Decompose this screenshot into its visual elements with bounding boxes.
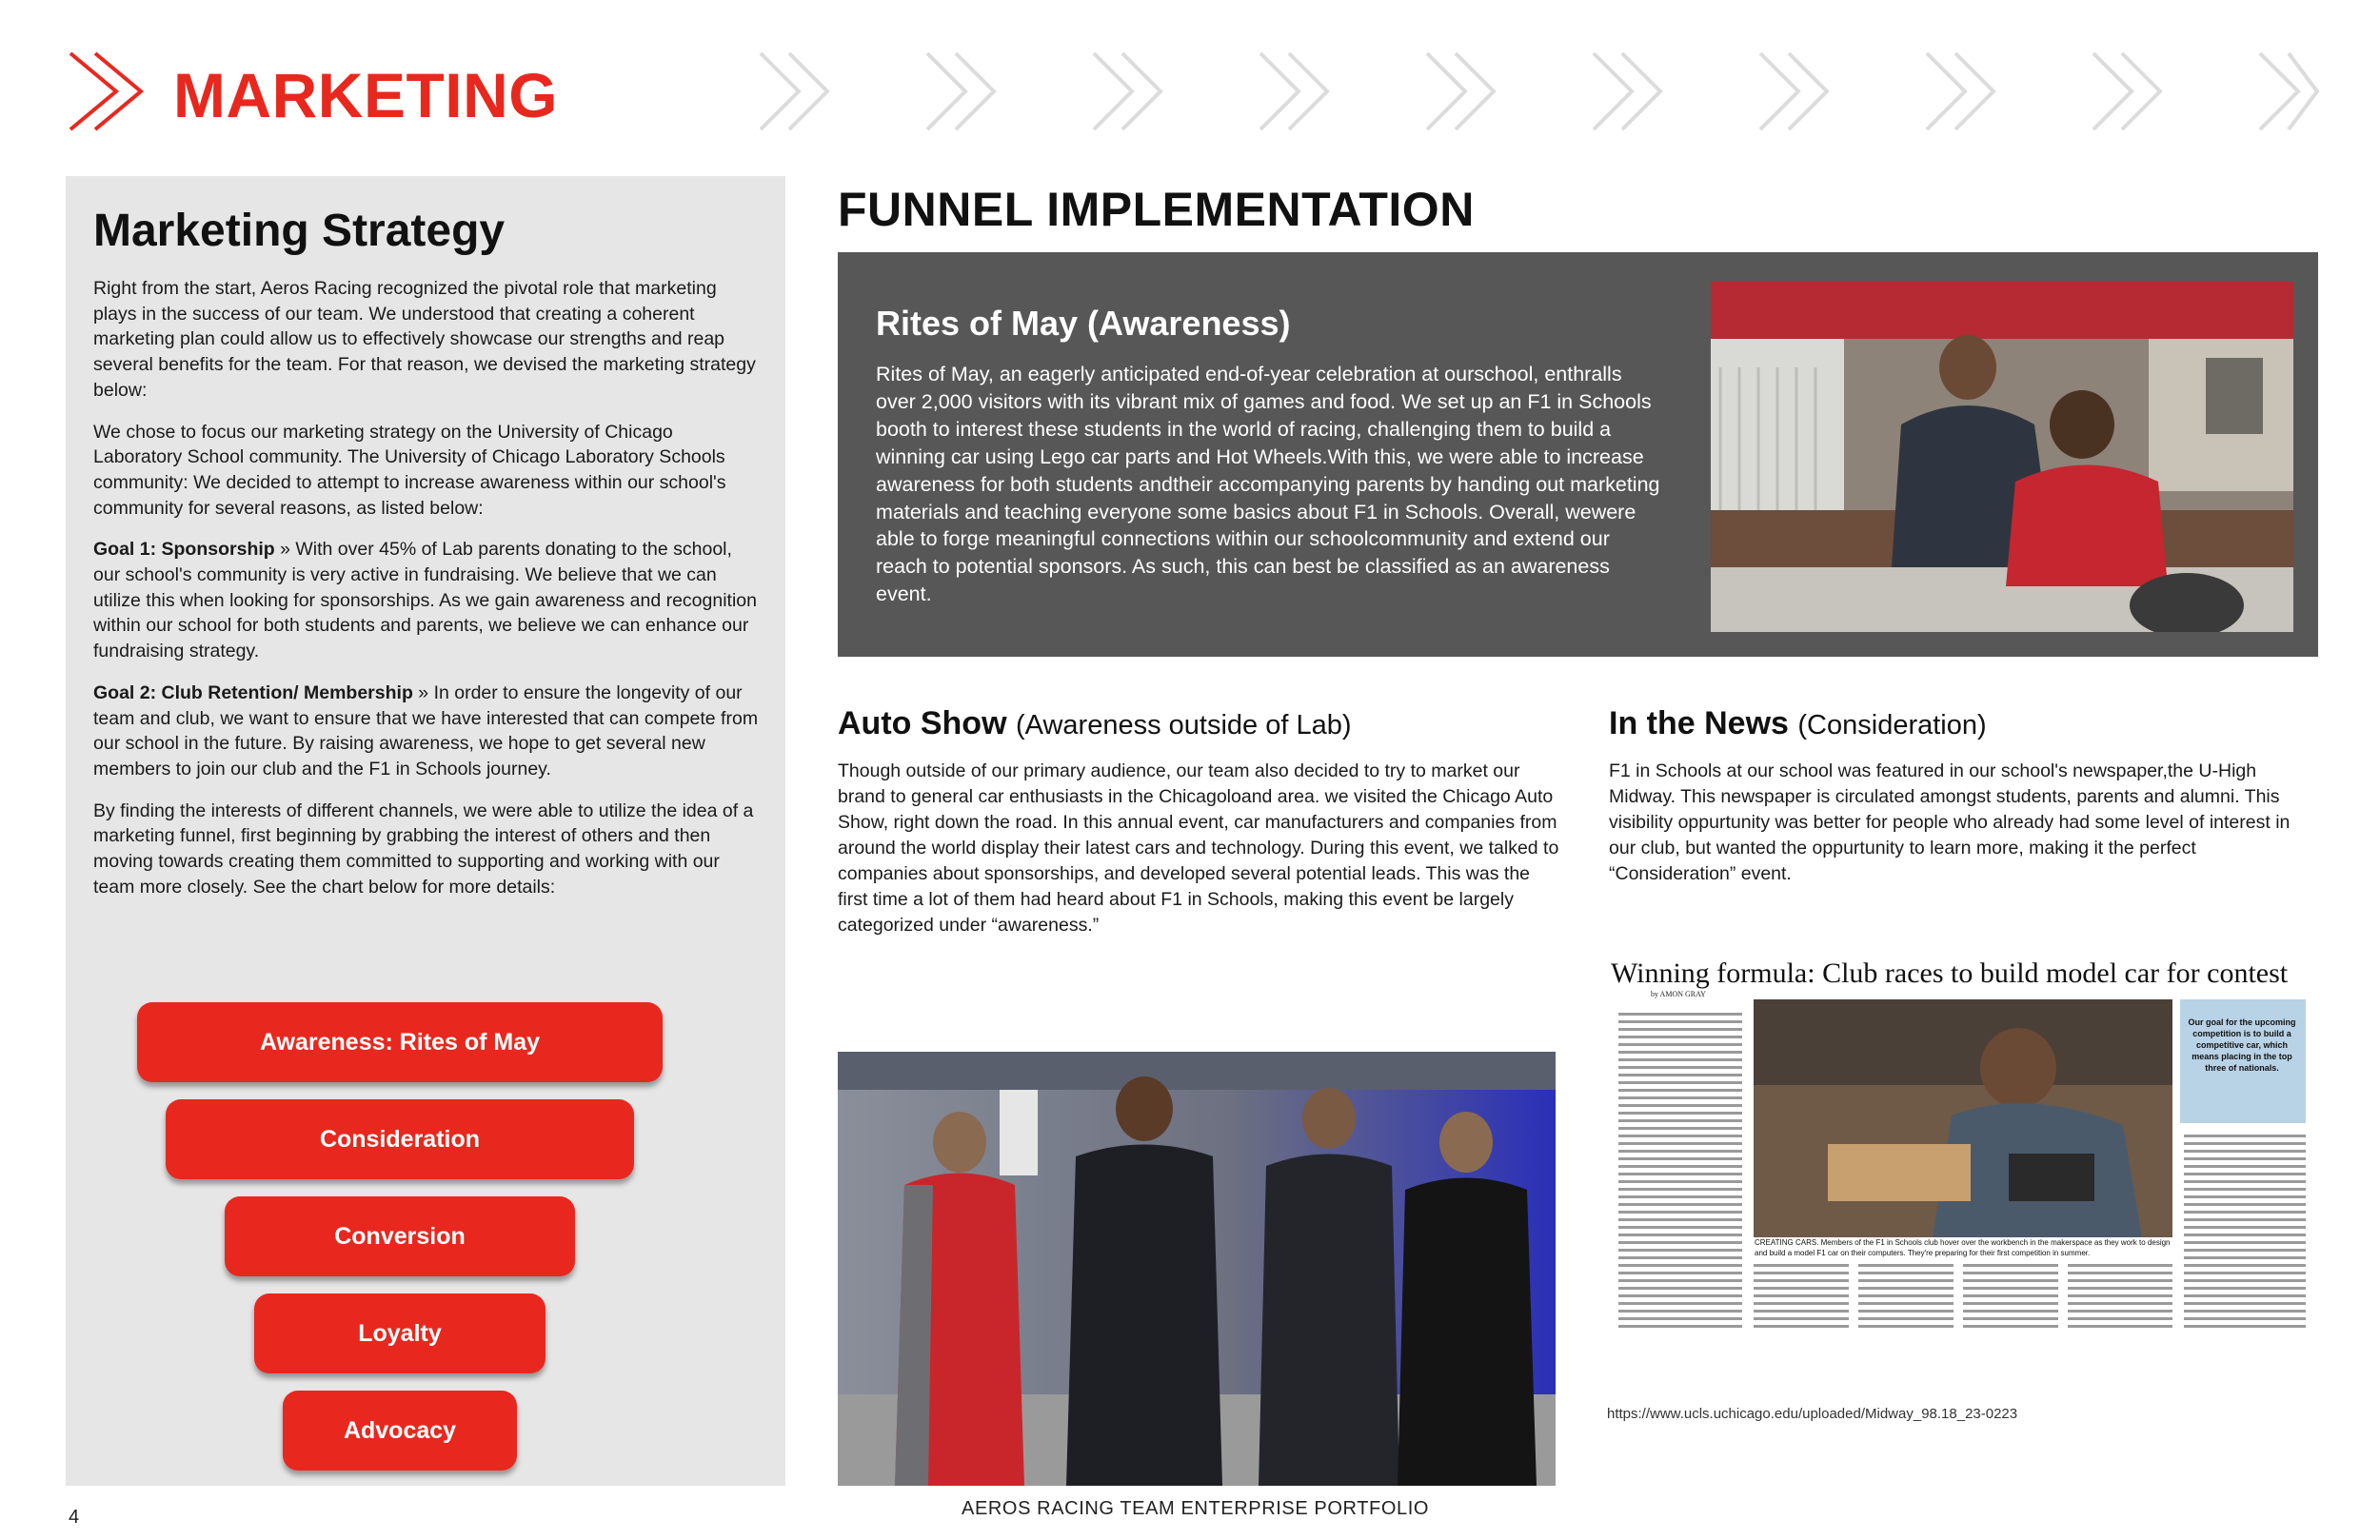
funnel-stage-conversion: Conversion — [225, 1196, 575, 1276]
in-the-news-title-main: In the News — [1609, 705, 1789, 741]
goal-2-paragraph — [93, 681, 760, 782]
in-the-news-title — [1609, 702, 1987, 746]
auto-show-body: Though outside of our primary audience, our team also decided to try to market our brand to general car enthusiasts in the Chicagoloand area. we visited the Chicago Auto Show, right down the road. In this annual event, car manufacturers and companies from around the world display their latest cars and technology. During this event, we talked to companies about sponsorships, and developed several potential leads. This was the first time a lot of them had heard about F1 in Schools, making this event be largely categorized under “awareness.” — [838, 760, 1559, 936]
marketing-strategy-body — [93, 276, 760, 916]
goal-2-label: Goal 2: Club Retention/ Membership — [93, 681, 413, 703]
newspaper-pull-quote: Our goal for the upcoming competition is to build a competitive car, which means placing in the top three of nationals. — [2188, 1017, 2296, 1073]
strategy-paragraph-funnel: By finding the interests of different channels, we were able to utilize the idea of a marketing funnel, first beginning by grabbing the interest of others and then moving towards creating them committed to supporting and working with our team more closely. See the chart below for more details: — [93, 800, 754, 898]
goal-1-label: Goal 1: Sponsorship — [93, 539, 275, 561]
goal-2-separator: » — [412, 681, 434, 703]
strategy-paragraph-intro: Right from the start, Aeros Racing recognized the pivotal role that marketing plays in the success of our team. We understood that creating a coherent marketing plan could allow us to effectively showcase our strengths and reap several benefits for the team. For that reason, we devised the marketing strategy below: — [93, 278, 756, 401]
auto-show-team-photo — [838, 1052, 1556, 1486]
goal-1-paragraph — [93, 537, 760, 664]
in-the-news-title-paren: (Consideration) — [1797, 710, 1987, 740]
rites-of-may-title: Rites of May (Awareness) — [876, 304, 1291, 343]
auto-show-title — [838, 702, 1352, 746]
header-chevron-icon — [67, 49, 149, 133]
page-number: 4 — [69, 1507, 80, 1528]
newspaper-byline: by AMON GRAY — [1651, 990, 1706, 998]
page-title: MARKETING — [173, 60, 559, 130]
strategy-paragraph-community: We chose to focus our marketing strategy on the University of Chicago Laboratory School community. The University of Chicago Laboratory Schools community: We decided to attempt to increase awareness within our school's community for several reasons, as listed below: — [93, 421, 726, 519]
auto-show-title-paren: (Awareness outside of Lab) — [1015, 710, 1352, 740]
footer-portfolio-title: AEROS RACING TEAM ENTERPRISE PORTFOLIO — [962, 1498, 1430, 1519]
funnel-stage-consideration: Consideration — [166, 1099, 634, 1179]
goal-1-text: With over 45% of Lab parents donating to the school, our school's community is very active in fundraising. We believe that we can utilize this when looking for sponsorships. As we gain awareness and recognition within our school for both students and parents, we believe we can enhance our fundraising strategy. — [93, 539, 757, 662]
rites-of-may-body: Rites of May, an eagerly anticipated end-of-year celebration at ourschool, enthralls over 2,000 visitors with its vibrant mix of games and food. We set up an F1 in Schools booth to interest these students in the world of racing, challenging them to build a winning car using Lego car parts and Hot Wheels.With this, we were able to increase awareness for both students andtheir accompanying parents by handing out marketing materials and teaching everyone some basics about F1 in Schools. Overall, wewere able to forge meaningful connections within our schoolcommunity and extend our reach to potential sponsors. As such, this can best be classified as an awareness event. — [876, 363, 1660, 606]
newspaper-source-link[interactable]: https://www.ucls.uchicago.edu/uploaded/Midway_98.18_23-0223 — [1607, 1406, 2018, 1422]
goal-1-separator: » — [274, 539, 296, 561]
in-the-news-body: F1 in Schools at our school was featured in our school's newspaper,the U-High Midway. This newspaper is circulated amongst students, parents and alumni. This visibility oppurtunity was better for people who already had some level of interest in our club, but wanted the oppurtunity to learn more, making it the perfect “Consideration” event. — [1609, 760, 2291, 884]
funnel-stage-advocacy: Advocacy — [283, 1391, 517, 1471]
goal-2-text: In order to ensure the longevity of our team and club, we want to ensure that we have interested that can compete from our school in the future. By raising awareness, we hope to get several new members to join our club and the F1 in Schools journey. — [93, 681, 759, 780]
auto-show-title-main: Auto Show — [838, 705, 1007, 741]
funnel-stage-awareness: Awareness: Rites of May — [137, 1002, 663, 1082]
funnel-implementation-heading: FUNNEL IMPLEMENTATION — [838, 183, 1475, 236]
newspaper-headline: Winning formula: Club races to build model car for contest — [1611, 958, 2289, 989]
rites-of-may-booth-photo — [1711, 282, 2293, 632]
newspaper-photo-caption: CREATING CARS. Members of the F1 in Schools club hover over the workbench in the makerspace as they work to design and build a model F1 car on their computers. They're preparing for their first competition in summer. — [1755, 1238, 2171, 1257]
funnel-stage-loyalty: Loyalty — [254, 1293, 545, 1373]
decorative-chevron-row-icon — [757, 49, 2328, 133]
marketing-strategy-heading: Marketing Strategy — [93, 206, 506, 256]
